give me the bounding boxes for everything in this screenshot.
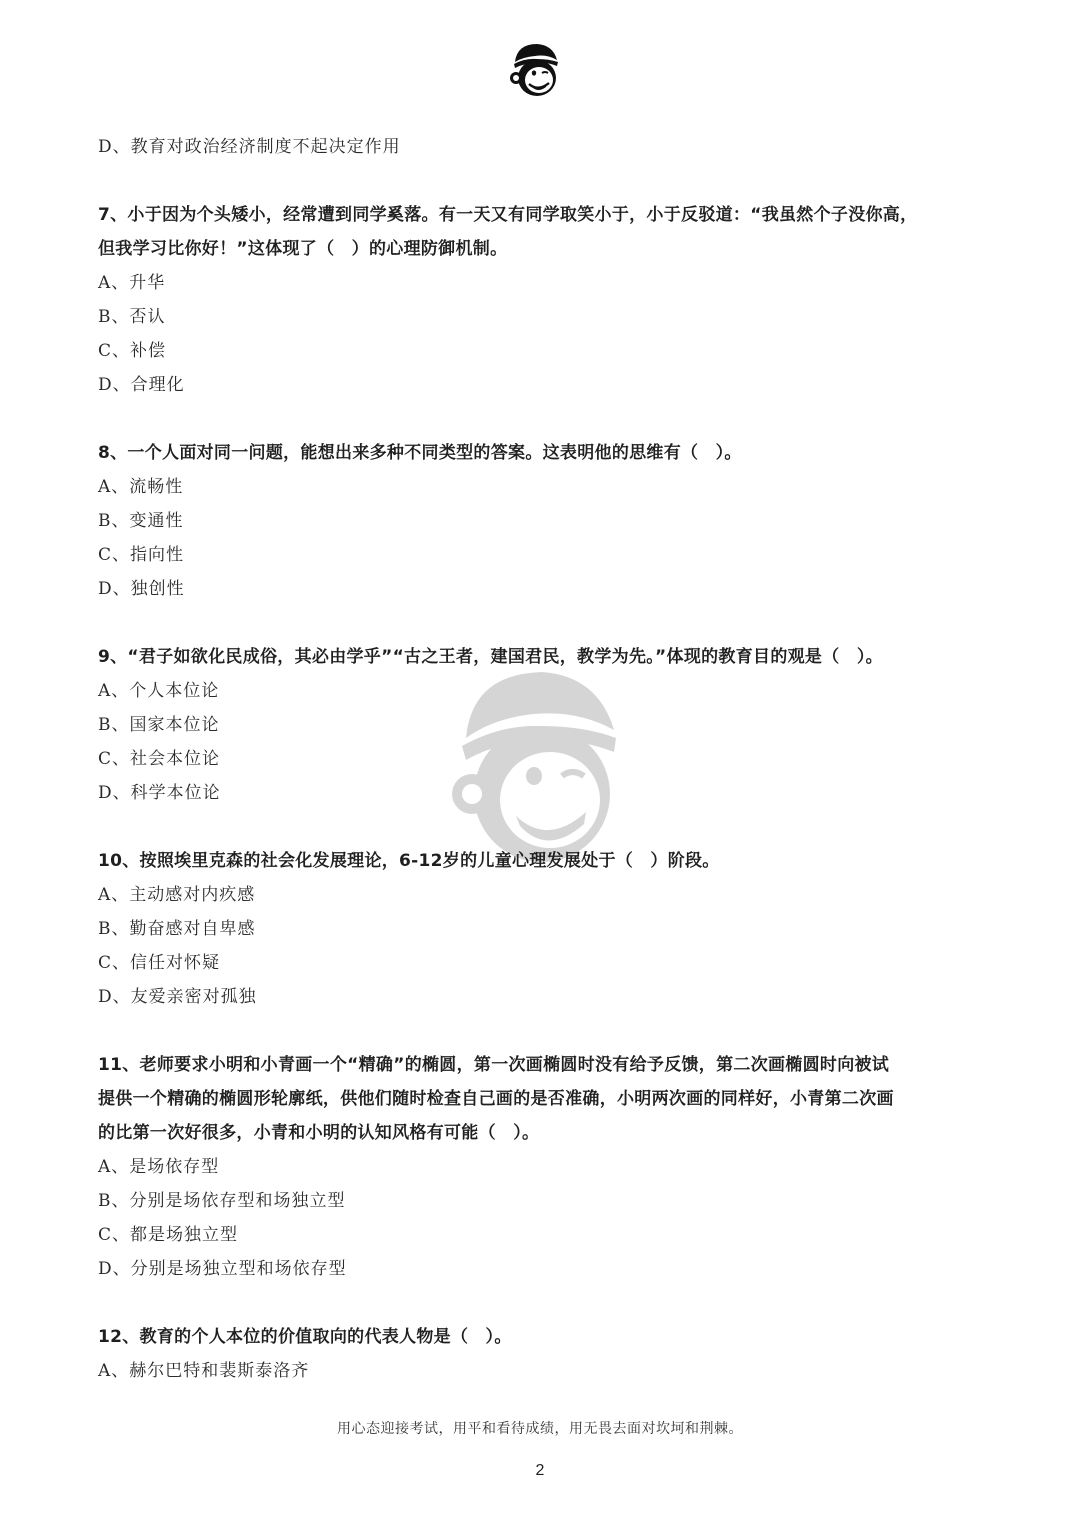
option-line: A、流畅性 [98, 477, 184, 497]
option-line: B、国家本位论 [98, 715, 220, 735]
question-line: 10、按照埃里克森的社会化发展理论，6-12岁的儿童心理发展处于（ ）阶段。 [98, 851, 720, 871]
page-number: 2 [535, 1462, 545, 1479]
monkey-mascot-icon [507, 40, 565, 100]
option-line: C、指向性 [98, 545, 185, 565]
option-line: B、勤奋感对自卑感 [98, 919, 256, 939]
option-line: A、是场依存型 [98, 1157, 220, 1177]
option-line: C、都是场独立型 [98, 1225, 239, 1245]
option-line: A、升华 [98, 273, 166, 293]
option-line: C、信任对怀疑 [98, 953, 221, 973]
question-line: 提供一个精确的椭圆形轮廓纸，供他们随时检查自己画的是否准确，小明两次画的同样好，小青第二次画 [98, 1089, 894, 1109]
question-line: 9、“君子如欲化民成俗，其必由学乎”“古之王者，建国君民，教学为先。”体现的教育目的观是（ ）。 [98, 647, 883, 667]
question-line: 8、一个人面对同一问题，能想出来多种不同类型的答案。这表明他的思维有（ ）。 [98, 443, 742, 463]
option-line: D、科学本位论 [98, 783, 221, 803]
monkey-mascot-watermark-icon [438, 660, 638, 870]
question-line: 11、老师要求小明和小青画一个“精确”的椭圆，第一次画椭圆时没有给予反馈，第二次画椭圆时向被试 [98, 1055, 890, 1075]
option-line: D、教育对政治经济制度不起决定作用 [98, 137, 401, 157]
option-line: B、分别是场依存型和场独立型 [98, 1191, 346, 1211]
option-line: C、补偿 [98, 341, 167, 361]
option-line: D、合理化 [98, 375, 185, 395]
option-line: C、社会本位论 [98, 749, 221, 769]
question-line: 的比第一次好很多，小青和小明的认知风格有可能（ ）。 [98, 1123, 540, 1143]
option-line: A、主动感对内疚感 [98, 885, 256, 905]
footer-motto: 用心态迎接考试，用平和看待成绩，用无畏去面对坎坷和荆棘。 [337, 1421, 743, 1437]
question-line: 12、教育的个人本位的价值取向的代表人物是（ ）。 [98, 1327, 512, 1347]
option-line: B、否认 [98, 307, 166, 327]
question-line: 但我学习比你好！”这体现了（ ）的心理防御机制。 [98, 239, 508, 259]
question-line: 7、小于因为个头矮小，经常遭到同学奚落。有一天又有同学取笑小于，小于反驳道：“我虽然个子没你高， [98, 205, 918, 225]
option-line: D、独创性 [98, 579, 185, 599]
option-line: D、分别是场独立型和场依存型 [98, 1259, 347, 1279]
option-line: D、友爱亲密对孤独 [98, 987, 257, 1007]
option-line: A、个人本位论 [98, 681, 220, 701]
option-line: B、变通性 [98, 511, 184, 531]
option-line: A、赫尔巴特和裴斯泰洛齐 [98, 1361, 310, 1381]
